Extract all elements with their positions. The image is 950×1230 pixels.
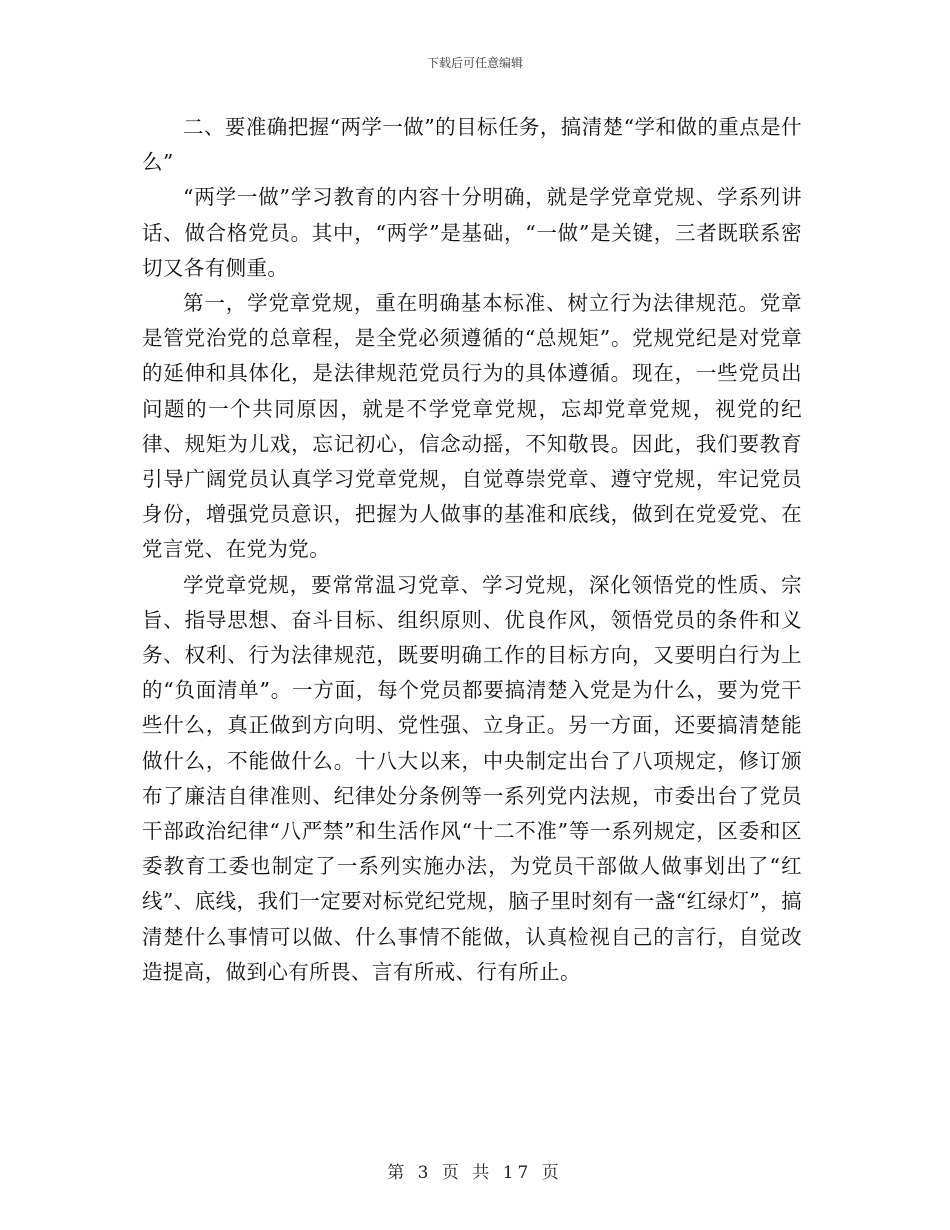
paragraph-study: 学党章党规，要常常温习党章、学习党规，深化领悟党的性质、宗旨、指导思想、奋斗目标、组织原则、优良作风，领悟党员的条件和义务、权利、行为法律规范，既要明确工作的目标方向，又要明白行为上的“负面清单”。一方面，每个党员都要搞清楚入党是为什么，要为党干些什么，真正做到方向明、党性强、立身正。另一方面，还要搞清楚能做什么，不能做什么。十八大以来，中央制定出台了八项规定，修订颁布了廉洁自律准则、纪律处分条例等一系列党内法规，市委出台了党员干部政治纪律“八严禁”和生活作风“十二不准”等一系列规定，区委和区委教育工委也制定了一系列实施办法，为党员干部做人做事划出了“红线”、底线，我们一定要对标党纪党规，脑子里时刻有一盏“红绿灯”，搞清楚什么事情可以做、什么事情不能做，认真检视自己的言行，自觉改造提高，做到心有所畏、言有所戒、行有所止。 (142, 572, 802, 984)
header-note: 下载后可任意编辑 (426, 56, 523, 70)
document-body (142, 110, 802, 990)
page-number-footer: 第 3 页 共 17 页 (387, 1163, 563, 1183)
paragraph-first: 第一，学党章党规，重在明确基本标准、树立行为法律规范。党章是管党治党的总章程，是全党必须遵循的“总规矩”。党规党纪是对党章的延伸和具体化，是法律规范党员行为的具体遵循。现在，一些党员出问题的一个共同原因，就是不学党章党规，忘却党章党规，视党的纪律、规矩为儿戏，忘记初心，信念动摇，不知敬畏。因此，我们要教育引导广阔党员认真学习党章党规，自觉尊崇党章、遵守党规，牢记党员身份，增强党员意识，把握为人做事的基准和底线，做到在党爱党、在党言党、在党为党。 (142, 291, 802, 562)
section-heading: 二、要准确把握“两学一做”的目标任务，搞清楚“学和做的重点是什么” (142, 115, 802, 175)
paragraph-intro: “两学一做”学习教育的内容十分明确，就是学党章党规、学系列讲话、做合格党员。其中，“两学”是基础，“一做”是关键，三者既联系密切又各有侧重。 (142, 185, 802, 280)
